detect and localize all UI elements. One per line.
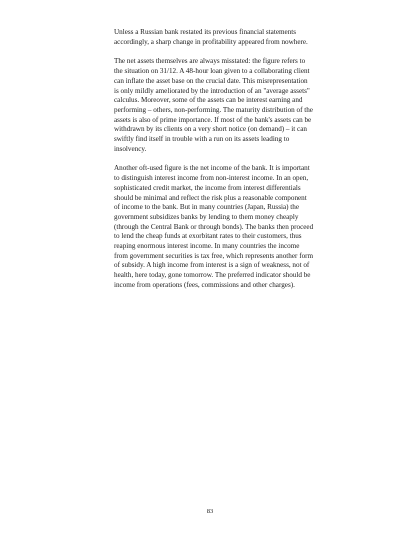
paragraph: Another oft-used figure is the net income of the bank. It is important to distinguish interest income from non-interest income. In an open, sophisticated credit market, the income from interest differentials should be minimal and reflect the risk plus a reasonable component of income to the bank. But in many countries (Japan, Russia) the government subsidizes banks by lending to them money cheaply (through the Central Bank or through bonds). The banks then proceed to lend the cheap funds at exorbitant rates to their customers, thus reaping enormous interest income. In many countries the income from government securities is tax free, which represents another form of subsidy. A high income from interest is a sign of weakness, not of health, here today, gone tomorrow. The preferred indicator should be income from operations (fees, commissions and other charges). — [114, 164, 314, 289]
paragraph: Unless a Russian bank restated its previous financial statements accordingly, a sharp change in profitability appeared from nowhere. — [114, 28, 308, 46]
page-number: 83 — [206, 508, 214, 515]
body-text — [114, 28, 314, 301]
paragraph: The net assets themselves are always misstated: the figure refers to the situation on 31/12. A 48-hour loan given to a collaborating client can inflate the asset base on the crucial date. This misrepresentation is only mildly ameliorated by the introduction of an "average assets" calculus. Moreover, some of the assets can be interest earning and performing – others, non-performing. The maturity distribution of the assets is also of prime importance. If most of the bank's assets can be withdrawn by its clients on a very short notice (on demand) – it can swiftly find itself in trouble with a run on its assets leading to insolvency. — [114, 57, 313, 153]
